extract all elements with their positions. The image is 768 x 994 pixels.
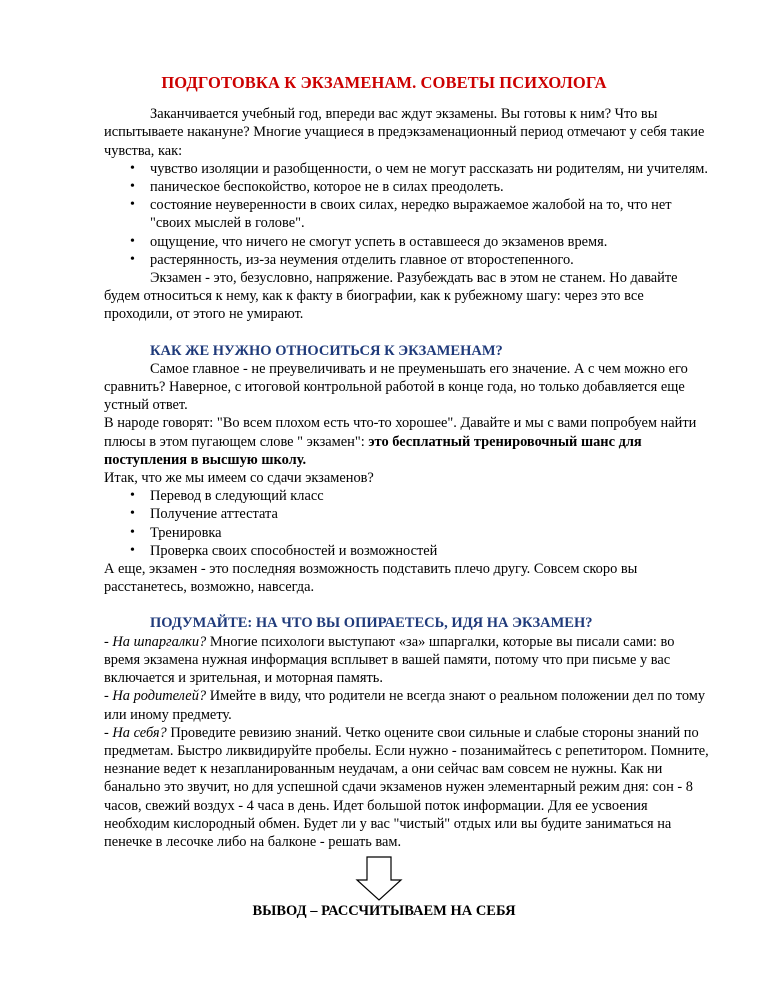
document-body	[104, 64, 712, 851]
paragraph-parents	[104, 687, 712, 723]
section-heading-attitude: КАК ЖЕ НУЖНО ОТНОСИТЬСЯ К ЭКЗАМЕНАМ?	[150, 342, 503, 359]
section-heading-think: ПОДУМАЙТЕ: НА ЧТО ВЫ ОПИРАЕТЕСЬ, ИДЯ НА ЭКЗАМЕН?	[150, 615, 593, 632]
benefits-list	[104, 487, 712, 560]
q3-text: Проведите ревизию знаний. Четко оцените свои сильные и слабые стороны знаний по предметам. Быстро ликвидируйте пробелы. Если нужно - позанимайтесь с репетитором. Помните, незнание ведет к незапланированным неудачам, а они сейчас вам совсем не нужны. Как ни банально это звучит, но для успешной сдачи экзаменов нужен элементарный режим дня: сон - 8 часов, свежий воздух - 4 часа в день. Идет большой поток информации. Для ее усвоения необходим кислородный обмен. Будет ли у вас "чистый" отдых или вы будите заниматься на пенечке в лесочке либо на балконе - решать вам.	[104, 724, 709, 850]
list-item: • Получение аттестата	[104, 505, 712, 523]
q1-label: - На шпаргалки?	[104, 633, 207, 650]
paragraph-friend: А еще, экзамен - это последняя возможность подставить плечо другу. Совсем скоро вы расстанетесь, возможно, навсегда.	[104, 561, 638, 596]
paragraph-self	[104, 724, 712, 851]
proverb-text: В народе говорят: "Во всем плохом есть что-то хорошее". Давайте и мы с вами попробуем найти плюсы в этом пугающем слове " экзамен":	[104, 415, 697, 450]
paragraph-main: Самое главное - не преувеличивать и не преуменьшать его значение. А с чем можно его сравнить? Наверное, с итоговой контрольной работой в конце года, но только добавляется еще устный ответ.	[104, 360, 688, 414]
paragraph-cheatsheets	[104, 633, 712, 688]
list-item: • паническое беспокойство, которое не в силах преодолеть.	[104, 178, 712, 196]
list-item: • Перевод в следующий класс	[104, 487, 712, 505]
intro-paragraph: Заканчивается учебный год, впереди вас ждут экзамены. Вы готовы к ним? Что вы испытываете накануне? Многие учащиеся в предэкзаменационный период отмечают у себя такие чувства, как:	[104, 106, 705, 159]
conclusion-heading: ВЫВОД – РАССЧИТЫВАЕМ НА СЕБЯ	[252, 903, 516, 919]
page-title: ПОДГОТОВКА К ЭКЗАМЕНАМ. СОВЕТЫ ПСИХОЛОГА	[161, 73, 607, 92]
list-item: • растерянность, из-за неумения отделить главное от второстепенного.	[104, 251, 712, 269]
q3-label: - На себя?	[104, 724, 167, 741]
q2-text: Имейте в виду, что родители не всегда знают о реальном положении дел по тому или иному предмету.	[104, 688, 706, 723]
paragraph-proverb	[104, 414, 712, 469]
list-item: • Тренировка	[104, 524, 712, 542]
proverb-bold: это бесплатный тренировочный шанс для поступления в высшую школу.	[104, 433, 642, 468]
q1-text: Многие психологи выступают «за» шпаргалки, которые вы писали сами: во время экзамена нужная информация всплывет в вашей памяти, потому что при письме у вас включается и зрительная, и моторная память.	[104, 633, 675, 687]
list-item: • чувство изоляции и разобщенности, о чем не могут рассказать ни родителям, ни учителям.	[104, 160, 712, 178]
list-item: • состояние неуверенности в своих силах, нередко выражаемое жалобой на то, что нет "своих мыслей в голове".	[104, 196, 712, 232]
q2-label: - На родителей?	[104, 688, 207, 705]
list-item: • ощущение, что ничего не смогут успеть в оставшееся до экзаменов время.	[104, 233, 712, 251]
list-item: • Проверка своих способностей и возможностей	[104, 542, 712, 560]
feelings-list	[104, 160, 712, 269]
down-arrow-icon	[355, 856, 403, 902]
paragraph-question: Итак, что же мы имеем со сдачи экзаменов?	[104, 470, 374, 487]
exam-paragraph: Экзамен - это, безусловно, напряжение. Разубеждать вас в этом не станем. Но давайте будем относиться к нему, как к факту в биографии, как к рубежному шагу: через это все проходили, от этого не умирают.	[104, 270, 678, 323]
